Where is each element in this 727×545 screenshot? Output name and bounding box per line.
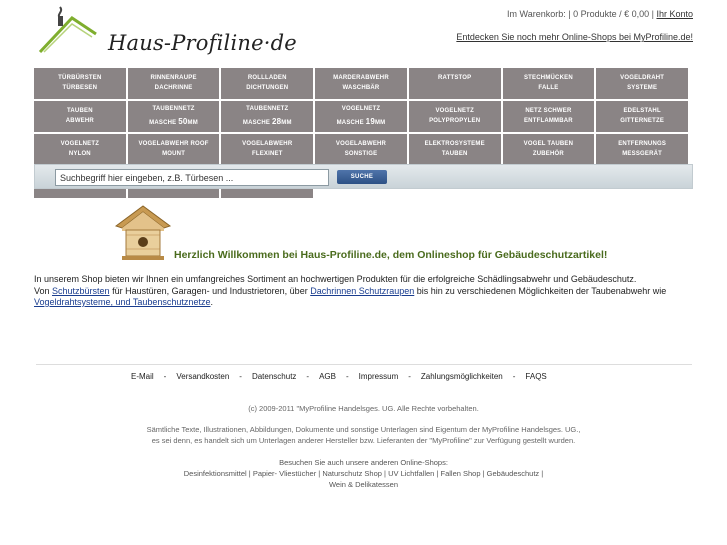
search-button[interactable]: SUCHE [337, 170, 387, 184]
footer-link-agb[interactable]: AGB [319, 372, 336, 381]
discover-shops-link[interactable]: Entdecken Sie noch mehr Online-Shops bei MyProfiline.de! [456, 32, 693, 42]
footer-link-zahlung[interactable]: Zahlungsmöglichkeiten [420, 372, 503, 381]
rights-notice: Sämtliche Texte, Illustrationen, Abbildungen, Dokumente und sonstige Unterlagen sind Eigentum der MyProfiline Handelsges. UG., es sei denn, es handelt sich um Unterlagen anderer Hersteller bzw. Lieferanten der "MyProfiline" zur Verfügung gestellt wurden. [146, 425, 581, 445]
search-input[interactable] [55, 169, 329, 186]
other-shops: Besuchen Sie auch unsere anderen Online-Shops: Desinfektionsmittel | Papier- Vliestücher | Naturschutz Shop | UV Lichtfallen | Fallen Shop | Gebäudeschutz | Wein & Delikatessen [0, 457, 727, 490]
footer-link-impressum[interactable]: Impressum [358, 372, 399, 381]
nav-item-elektrosysteme[interactable]: ELEKTROSYSTEME TAUBEN [409, 134, 501, 165]
welcome-title: Herzlich Willkommen bei Haus-Profiline.de, dem Onlineshop für Gebäudeschutzartikel! [174, 249, 608, 261]
footer-link-faqs[interactable]: FAQS [525, 372, 547, 381]
nav-item-rattstop[interactable]: RATTSTOP [409, 68, 501, 99]
footer-link-versandkosten[interactable]: Versandkosten [176, 372, 230, 381]
nav-item-rollladen[interactable]: ROLLLADEN DICHTUNGEN [221, 68, 313, 99]
nav-item-vogelnetz-nylon[interactable]: VOGELNETZ NYLON [34, 134, 126, 165]
birdhouse-image [110, 204, 176, 262]
cart-summary: Im Warenkorb: | 0 Produkte / € 0,00 | [507, 9, 657, 19]
shop-link-desinfektion[interactable]: Desinfektionsmittel [183, 469, 247, 478]
vogeldraht-link[interactable]: Vogeldrahtsysteme, und Taubenschutznetze [34, 297, 211, 307]
footer-divider [36, 364, 692, 365]
copyright: (c) 2009-2011 "MyProfiline Handelsges. UG. Alle Rechte vorbehalten. [248, 404, 479, 413]
shop-link-wein[interactable]: Wein & Delikatessen [328, 480, 399, 489]
house-roof-logo-icon [38, 4, 118, 54]
footer-link-datenschutz[interactable]: Datenschutz [251, 372, 297, 381]
intro-text: In unserem Shop bieten wir Ihnen ein umfangreiches Sortiment an hochwertigen Produkten für die erfolgreiche Schädlingsabwehr und Gebäudeschutz. Von Schutzbürsten für Haustüren, Garagen- und Industrietoren, über Dachrinnen Schutzraupen bis hin zu verschiedenen Möglichkeiten der Taubenabwehr wie Vogeldrahtsysteme, und Taubenschutznetze. [34, 274, 667, 307]
shop-link-fallen[interactable]: Fallen Shop [440, 469, 481, 478]
nav-item-stechmuecken[interactable]: STECHMÜCKEN FALLE [503, 68, 595, 99]
nav-item-taubennetz-50[interactable]: TAUBENNETZ MASCHE 50MM [128, 101, 220, 132]
footer-link-email[interactable]: E-Mail [131, 372, 154, 381]
nav-item-entfernungs[interactable]: ENTFERNUNGS MESSGERÄT [596, 134, 688, 165]
nav-item-tauben-abwehr[interactable]: TAUBEN ABWEHR [34, 101, 126, 132]
nav-item-vogelnetz-polypropylen[interactable]: VOGELNETZ POLYPROPYLEN [409, 101, 501, 132]
schutzbuersten-link[interactable]: Schutzbürsten [52, 285, 110, 296]
nav-item-vogelnetz-19[interactable]: VOGELNETZ MASCHE 19MM [315, 101, 407, 132]
nav-item-vogelabwehr-sonstige[interactable]: VOGELABWEHR SONSTIGE [315, 134, 407, 165]
shop-link-naturschutz[interactable]: Naturschutz Shop [322, 469, 382, 478]
dachrinnen-link[interactable]: Dachrinnen Schutzraupen [310, 285, 415, 296]
footer-nav: E-Mail - Versandkosten - Datenschutz - AGB - Impressum - Zahlungsmöglichkeiten - FAQS [131, 372, 547, 381]
account-link[interactable]: Ihr Konto [656, 9, 693, 19]
other-shops-title: Besuchen Sie auch unsere anderen Online-Shops: [279, 458, 448, 467]
nav-item-marderabwehr[interactable]: MARDERABWEHR WASCHBÄR [315, 68, 407, 99]
nav-item-vogelabwehr-flexinet[interactable]: VOGELABWEHR FLEXINET [221, 134, 313, 165]
shop-link-gebaeudeschutz[interactable]: Gebäudeschutz [486, 469, 540, 478]
shop-link-papier[interactable]: Papier- Vliestücher [252, 469, 317, 478]
search-bar [34, 164, 693, 189]
nav-item-rinnenraupe[interactable]: RINNENRAUPE DACHRINNE [128, 68, 220, 99]
shop-link-uv[interactable]: UV Lichtfallen [388, 469, 435, 478]
nav-item-zubehoer[interactable]: VOGEL TAUBEN ZUBEHÖR [503, 134, 595, 165]
nav-item-taubennetz-28[interactable]: TAUBENNETZ MASCHE 28MM [221, 101, 313, 132]
site-logo[interactable] [38, 4, 297, 55]
nav-item-vogelabwehr-roof[interactable]: VOGELABWEHR ROOF MOUNT [128, 134, 220, 165]
logo-text: Haus-Profiline·de [108, 31, 297, 55]
cart-status [507, 9, 693, 19]
nav-item-netz-schwer[interactable]: NETZ SCHWER ENTFLAMMBAR [503, 101, 595, 132]
nav-item-edelstahl[interactable]: EDELSTAHL GITTERNETZE [596, 101, 688, 132]
nav-item-vogeldraht[interactable]: VOGELDRAHT SYSTEME [596, 68, 688, 99]
intro-line-1: In unserem Shop bieten wir Ihnen ein umfangreiches Sortiment an hochwertigen Produkten für die erfolgreiche Schädlingsabwehr und Gebäudeschutz. [34, 274, 637, 284]
nav-item-tuerbuersten[interactable]: TÜRBÜRSTEN TÜRBESEN [34, 68, 126, 99]
